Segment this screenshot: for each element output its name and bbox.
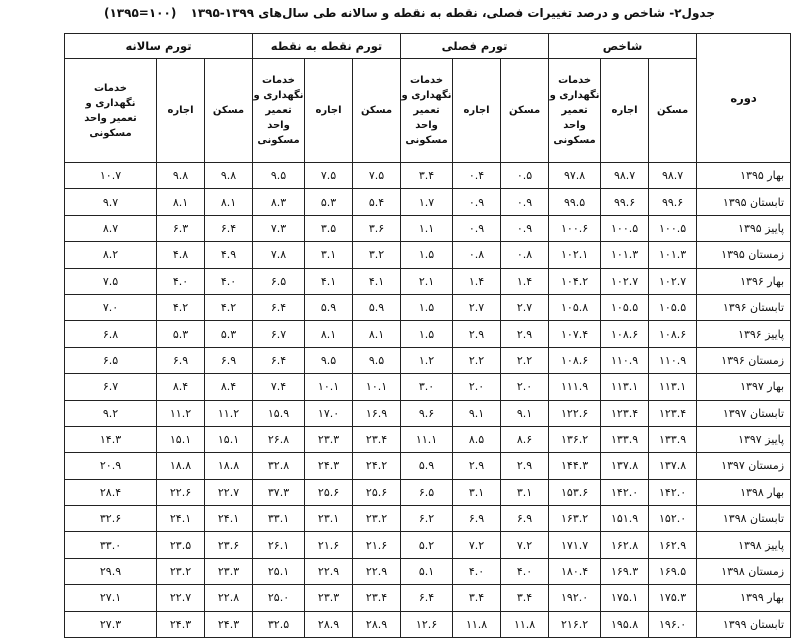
table-row [65, 506, 791, 532]
period-cell: زمستان ۱۳۹۸ [697, 558, 791, 584]
value-cell: ۱۵۳.۶ [549, 479, 601, 505]
value-cell: ۱۳۶.۲ [549, 426, 601, 452]
period-cell: پاییز ۱۳۹۸ [697, 532, 791, 558]
sub-header-rent: اجاره [453, 59, 501, 163]
value-cell: ۸.۷ [65, 215, 157, 241]
period-cell: زمستان ۱۳۹۷ [697, 453, 791, 479]
value-cell: ۱۰۱.۳ [649, 242, 697, 268]
sub-header-rent: اجاره [601, 59, 649, 163]
table-row [65, 189, 791, 215]
value-cell: ۱۶.۹ [353, 400, 401, 426]
value-cell: ۱۴۲.۰ [601, 479, 649, 505]
table-row [65, 558, 791, 584]
value-cell: ۱۱۱.۹ [549, 374, 601, 400]
value-cell: ۲۲.۷ [205, 479, 253, 505]
value-cell: ۱۳۷.۸ [649, 453, 697, 479]
value-cell: ۶.۷ [253, 321, 305, 347]
value-cell: ۶.۹ [501, 506, 549, 532]
value-cell: ۳۳.۱ [253, 506, 305, 532]
value-cell: ۱۸.۸ [205, 453, 253, 479]
value-cell: ۱۰۷.۴ [549, 321, 601, 347]
value-cell: ۳.۱ [305, 242, 353, 268]
value-cell: ۶.۹ [205, 347, 253, 373]
value-cell: ۲.۹ [501, 453, 549, 479]
value-cell: ۶.۲ [401, 506, 453, 532]
value-cell: ۵.۳ [205, 321, 253, 347]
value-cell: ۷.۵ [305, 163, 353, 189]
value-cell: ۵.۱ [401, 558, 453, 584]
value-cell: ۱۰۵.۸ [549, 294, 601, 320]
value-cell: ۱۱.۲ [157, 400, 205, 426]
sub-header-rent: اجاره [157, 59, 205, 163]
value-cell: ۵.۹ [353, 294, 401, 320]
value-cell: ۱۲۳.۴ [601, 400, 649, 426]
value-cell: ۹.۱ [501, 400, 549, 426]
sub-header-maintenance: خدمات نگهداری و تعمیر واحد مسکونی [549, 59, 601, 163]
value-cell: ۱۵.۹ [253, 400, 305, 426]
value-cell: ۱۳۷.۸ [601, 453, 649, 479]
value-cell: ۱۱۳.۱ [649, 374, 697, 400]
value-cell: ۱۰.۱ [353, 374, 401, 400]
table-row [65, 347, 791, 373]
value-cell: ۹.۵ [305, 347, 353, 373]
value-cell: ۱۷.۰ [305, 400, 353, 426]
value-cell: ۱۱.۲ [205, 400, 253, 426]
value-cell: ۴.۸ [157, 242, 205, 268]
table-row [65, 479, 791, 505]
table-row [65, 400, 791, 426]
value-cell: ۱۱.۸ [501, 611, 549, 637]
value-cell: ۳.۵ [305, 215, 353, 241]
value-cell: ۲۸.۹ [353, 611, 401, 637]
period-cell: تابستان ۱۳۹۹ [697, 611, 791, 637]
value-cell: ۱۹۲.۰ [549, 585, 601, 611]
period-cell: تابستان ۱۳۹۷ [697, 400, 791, 426]
sub-header-housing: مسکن [353, 59, 401, 163]
group-header-row [65, 34, 791, 59]
value-cell: ۳۳.۰ [65, 532, 157, 558]
data-table-frame [64, 33, 785, 631]
value-cell: ۶.۴ [253, 294, 305, 320]
value-cell: ۴.۰ [501, 558, 549, 584]
value-cell: ۱۰۵.۵ [601, 294, 649, 320]
value-cell: ۲۶.۸ [253, 426, 305, 452]
value-cell: ۱۲.۶ [401, 611, 453, 637]
value-cell: ۵.۴ [353, 189, 401, 215]
group-header-seasonal: تورم فصلی [401, 34, 549, 59]
value-cell: ۸.۱ [157, 189, 205, 215]
value-cell: ۴.۲ [205, 294, 253, 320]
value-cell: ۳.۴ [401, 163, 453, 189]
value-cell: ۲۷.۳ [65, 611, 157, 637]
table-row [65, 321, 791, 347]
value-cell: ۱۰.۷ [65, 163, 157, 189]
value-cell: ۰.۸ [453, 242, 501, 268]
value-cell: ۱.۵ [401, 321, 453, 347]
value-cell: ۴.۰ [157, 268, 205, 294]
value-cell: ۱۷۵.۳ [649, 585, 697, 611]
value-cell: ۱.۵ [401, 242, 453, 268]
value-cell: ۳.۱ [501, 479, 549, 505]
value-cell: ۲۳.۳ [205, 558, 253, 584]
value-cell: ۱۲۳.۴ [649, 400, 697, 426]
value-cell: ۵.۹ [401, 453, 453, 479]
value-cell: ۲۸.۴ [65, 479, 157, 505]
value-cell: ۲۳.۳ [305, 585, 353, 611]
value-cell: ۳.۶ [353, 215, 401, 241]
value-cell: ۲.۷ [501, 294, 549, 320]
value-cell: ۲۸.۹ [305, 611, 353, 637]
period-cell: بهار ۱۳۹۹ [697, 585, 791, 611]
value-cell: ۱.۱ [401, 215, 453, 241]
value-cell: ۱۵.۱ [205, 426, 253, 452]
value-cell: ۲۵.۱ [253, 558, 305, 584]
value-cell: ۹.۵ [353, 347, 401, 373]
value-cell: ۴.۱ [353, 268, 401, 294]
sub-header-maintenance: خدمات نگهداری و تعمیر واحد مسکونی [253, 59, 305, 163]
value-cell: ۲۴.۲ [353, 453, 401, 479]
value-cell: ۲.۹ [501, 321, 549, 347]
value-cell: ۲.۲ [453, 347, 501, 373]
value-cell: ۸.۱ [353, 321, 401, 347]
value-cell: ۱۲۲.۶ [549, 400, 601, 426]
value-cell: ۱۱.۱ [401, 426, 453, 452]
value-cell: ۱۰۰.۵ [649, 215, 697, 241]
value-cell: ۲۴.۱ [157, 506, 205, 532]
value-cell: ۱۰۲.۷ [649, 268, 697, 294]
value-cell: ۲۳.۱ [305, 506, 353, 532]
value-cell: ۱۶۲.۹ [649, 532, 697, 558]
sub-header-housing: مسکن [501, 59, 549, 163]
value-cell: ۲۳.۴ [353, 426, 401, 452]
value-cell: ۱.۲ [401, 347, 453, 373]
value-cell: ۸.۴ [157, 374, 205, 400]
value-cell: ۲۳.۴ [353, 585, 401, 611]
value-cell: ۱۴۲.۰ [649, 479, 697, 505]
value-cell: ۸.۱ [205, 189, 253, 215]
value-cell: ۵.۳ [157, 321, 205, 347]
period-header: دوره [697, 34, 791, 163]
value-cell: ۱۸.۸ [157, 453, 205, 479]
housing-inflation-table [64, 33, 791, 638]
value-cell: ۱۴۴.۳ [549, 453, 601, 479]
value-cell: ۱۰.۱ [305, 374, 353, 400]
value-cell: ۲۴.۳ [305, 453, 353, 479]
value-cell: ۱۳۳.۹ [601, 426, 649, 452]
value-cell: ۰.۸ [501, 242, 549, 268]
value-cell: ۳۲.۵ [253, 611, 305, 637]
value-cell: ۰.۴ [453, 163, 501, 189]
table-row [65, 374, 791, 400]
table-caption [104, 6, 715, 20]
table-row [65, 294, 791, 320]
value-cell: ۰.۹ [501, 189, 549, 215]
value-cell: ۱۰۲.۷ [601, 268, 649, 294]
value-cell: ۳.۴ [453, 585, 501, 611]
value-cell: ۷.۳ [253, 215, 305, 241]
value-cell: ۴.۹ [205, 242, 253, 268]
value-cell: ۴.۱ [305, 268, 353, 294]
value-cell: ۲۳.۲ [353, 506, 401, 532]
value-cell: ۲۲.۷ [157, 585, 205, 611]
value-cell: ۶.۷ [65, 374, 157, 400]
value-cell: ۳۷.۳ [253, 479, 305, 505]
table-row [65, 215, 791, 241]
table-row [65, 532, 791, 558]
value-cell: ۲۵.۰ [253, 585, 305, 611]
value-cell: ۹۹.۵ [549, 189, 601, 215]
value-cell: ۱۱۳.۱ [601, 374, 649, 400]
value-cell: ۱۰۰.۵ [601, 215, 649, 241]
sub-header-housing: مسکن [205, 59, 253, 163]
table-row [65, 611, 791, 637]
value-cell: ۲۱.۶ [353, 532, 401, 558]
value-cell: ۱۰۸.۶ [649, 321, 697, 347]
value-cell: ۶.۴ [401, 585, 453, 611]
value-cell: ۹.۲ [65, 400, 157, 426]
value-cell: ۸.۶ [501, 426, 549, 452]
value-cell: ۲۲.۶ [157, 479, 205, 505]
value-cell: ۲.۷ [453, 294, 501, 320]
value-cell: ۰.۵ [501, 163, 549, 189]
value-cell: ۲۴.۳ [157, 611, 205, 637]
value-cell: ۶.۵ [401, 479, 453, 505]
period-cell: زمستان ۱۳۹۶ [697, 347, 791, 373]
value-cell: ۲.۹ [453, 453, 501, 479]
value-cell: ۹۸.۷ [649, 163, 697, 189]
group-header-point-to-point: تورم نقطه به نقطه [253, 34, 401, 59]
value-cell: ۹۹.۶ [649, 189, 697, 215]
value-cell: ۸.۵ [453, 426, 501, 452]
value-cell: ۵.۲ [401, 532, 453, 558]
value-cell: ۹.۸ [205, 163, 253, 189]
period-cell: پاییز ۱۳۹۵ [697, 215, 791, 241]
value-cell: ۷.۲ [453, 532, 501, 558]
value-cell: ۱.۷ [401, 189, 453, 215]
value-cell: ۷.۸ [253, 242, 305, 268]
value-cell: ۲.۲ [501, 347, 549, 373]
value-cell: ۳۲.۶ [65, 506, 157, 532]
value-cell: ۲۹.۹ [65, 558, 157, 584]
value-cell: ۷.۵ [353, 163, 401, 189]
value-cell: ۱۵۲.۰ [649, 506, 697, 532]
value-cell: ۷.۵ [65, 268, 157, 294]
table-row [65, 585, 791, 611]
value-cell: ۱.۴ [453, 268, 501, 294]
group-header-index: شاخص [549, 34, 697, 59]
value-cell: ۶.۹ [157, 347, 205, 373]
value-cell: ۱۶۳.۲ [549, 506, 601, 532]
value-cell: ۲.۱ [401, 268, 453, 294]
period-cell: زمستان ۱۳۹۵ [697, 242, 791, 268]
value-cell: ۲۱.۶ [305, 532, 353, 558]
value-cell: ۲۶.۱ [253, 532, 305, 558]
value-cell: ۱۳۳.۹ [649, 426, 697, 452]
value-cell: ۳.۴ [501, 585, 549, 611]
value-cell: ۹.۷ [65, 189, 157, 215]
sub-header-housing: مسکن [649, 59, 697, 163]
value-cell: ۲۲.۸ [205, 585, 253, 611]
period-cell: پاییز ۱۳۹۷ [697, 426, 791, 452]
value-cell: ۶.۹ [453, 506, 501, 532]
period-cell: تابستان ۱۳۹۶ [697, 294, 791, 320]
value-cell: ۲۰.۹ [65, 453, 157, 479]
value-cell: ۹.۱ [453, 400, 501, 426]
value-cell: ۱۹۵.۸ [601, 611, 649, 637]
value-cell: ۱.۵ [401, 294, 453, 320]
value-cell: ۱۷۵.۱ [601, 585, 649, 611]
value-cell: ۱۰۵.۵ [649, 294, 697, 320]
value-cell: ۱۸۰.۴ [549, 558, 601, 584]
sub-header-row [65, 59, 791, 163]
period-cell: بهار ۱۳۹۷ [697, 374, 791, 400]
value-cell: ۳.۱ [453, 479, 501, 505]
value-cell: ۲۴.۳ [205, 611, 253, 637]
value-cell: ۸.۲ [65, 242, 157, 268]
value-cell: ۶.۳ [157, 215, 205, 241]
value-cell: ۶.۸ [65, 321, 157, 347]
table-row [65, 453, 791, 479]
value-cell: ۰.۹ [453, 215, 501, 241]
value-cell: ۹۸.۷ [601, 163, 649, 189]
value-cell: ۲.۰ [501, 374, 549, 400]
value-cell: ۱.۴ [501, 268, 549, 294]
value-cell: ۱۵.۱ [157, 426, 205, 452]
value-cell: ۵.۳ [305, 189, 353, 215]
value-cell: ۹.۵ [253, 163, 305, 189]
table-row [65, 163, 791, 189]
value-cell: ۲۳.۳ [305, 426, 353, 452]
table-row [65, 242, 791, 268]
value-cell: ۲۳.۲ [157, 558, 205, 584]
value-cell: ۹.۸ [157, 163, 205, 189]
group-header-annual: تورم سالانه [65, 34, 253, 59]
value-cell: ۷.۴ [253, 374, 305, 400]
table-base-year: (۱۰۰=۱۳۹۵) [104, 6, 177, 20]
table-body [65, 163, 791, 638]
value-cell: ۱۰۰.۶ [549, 215, 601, 241]
period-cell: بهار ۱۳۹۶ [697, 268, 791, 294]
value-cell: ۲۲.۹ [353, 558, 401, 584]
period-cell: تابستان ۱۳۹۵ [697, 189, 791, 215]
value-cell: ۳.۲ [353, 242, 401, 268]
value-cell: ۸.۱ [305, 321, 353, 347]
value-cell: ۴.۰ [453, 558, 501, 584]
value-cell: ۱۶۲.۸ [601, 532, 649, 558]
value-cell: ۱۵۱.۹ [601, 506, 649, 532]
value-cell: ۲۳.۶ [205, 532, 253, 558]
value-cell: ۱۷۱.۷ [549, 532, 601, 558]
period-cell: بهار ۱۳۹۸ [697, 479, 791, 505]
value-cell: ۲۴.۱ [205, 506, 253, 532]
value-cell: ۲۵.۶ [353, 479, 401, 505]
value-cell: ۶.۴ [205, 215, 253, 241]
sub-header-rent: اجاره [305, 59, 353, 163]
value-cell: ۰.۹ [453, 189, 501, 215]
value-cell: ۶.۴ [253, 347, 305, 373]
sub-header-maintenance: خدمات نگهداری و تعمیر واحد مسکونی [401, 59, 453, 163]
table-row [65, 268, 791, 294]
value-cell: ۲۱۶.۲ [549, 611, 601, 637]
value-cell: ۲۳.۵ [157, 532, 205, 558]
value-cell: ۷.۲ [501, 532, 549, 558]
value-cell: ۱۹۶.۰ [649, 611, 697, 637]
value-cell: ۸.۳ [253, 189, 305, 215]
value-cell: ۲.۹ [453, 321, 501, 347]
value-cell: ۲۵.۶ [305, 479, 353, 505]
value-cell: ۱۰۸.۶ [549, 347, 601, 373]
table-title: جدول۲- شاخص و درصد تغییرات فصلی، نقطه به نقطه و سالانه طی سال‌های ۱۳۹۹-۱۳۹۵ [190, 6, 715, 20]
value-cell: ۴.۲ [157, 294, 205, 320]
value-cell: ۳۲.۸ [253, 453, 305, 479]
value-cell: ۳.۰ [401, 374, 453, 400]
value-cell: ۵.۹ [305, 294, 353, 320]
table-row [65, 426, 791, 452]
value-cell: ۶.۵ [253, 268, 305, 294]
value-cell: ۴.۰ [205, 268, 253, 294]
value-cell: ۱۰۴.۲ [549, 268, 601, 294]
value-cell: ۲۲.۹ [305, 558, 353, 584]
value-cell: ۹.۶ [401, 400, 453, 426]
value-cell: ۲۷.۱ [65, 585, 157, 611]
value-cell: ۱۶۹.۳ [601, 558, 649, 584]
value-cell: ۱۰۱.۳ [601, 242, 649, 268]
value-cell: ۱۱۰.۹ [601, 347, 649, 373]
value-cell: ۷.۰ [65, 294, 157, 320]
period-cell: بهار ۱۳۹۵ [697, 163, 791, 189]
sub-header-maintenance: خدمات نگهداری و تعمیر واحد مسکونی [65, 59, 157, 163]
period-cell: تابستان ۱۳۹۸ [697, 506, 791, 532]
value-cell: ۱۶۹.۵ [649, 558, 697, 584]
value-cell: ۲.۰ [453, 374, 501, 400]
value-cell: ۹۷.۸ [549, 163, 601, 189]
value-cell: ۱۱.۸ [453, 611, 501, 637]
value-cell: ۱۱۰.۹ [649, 347, 697, 373]
period-cell: پاییز ۱۳۹۶ [697, 321, 791, 347]
value-cell: ۱۴.۳ [65, 426, 157, 452]
value-cell: ۰.۹ [501, 215, 549, 241]
value-cell: ۸.۴ [205, 374, 253, 400]
value-cell: ۶.۵ [65, 347, 157, 373]
value-cell: ۱۰۸.۶ [601, 321, 649, 347]
value-cell: ۱۰۲.۱ [549, 242, 601, 268]
value-cell: ۹۹.۶ [601, 189, 649, 215]
